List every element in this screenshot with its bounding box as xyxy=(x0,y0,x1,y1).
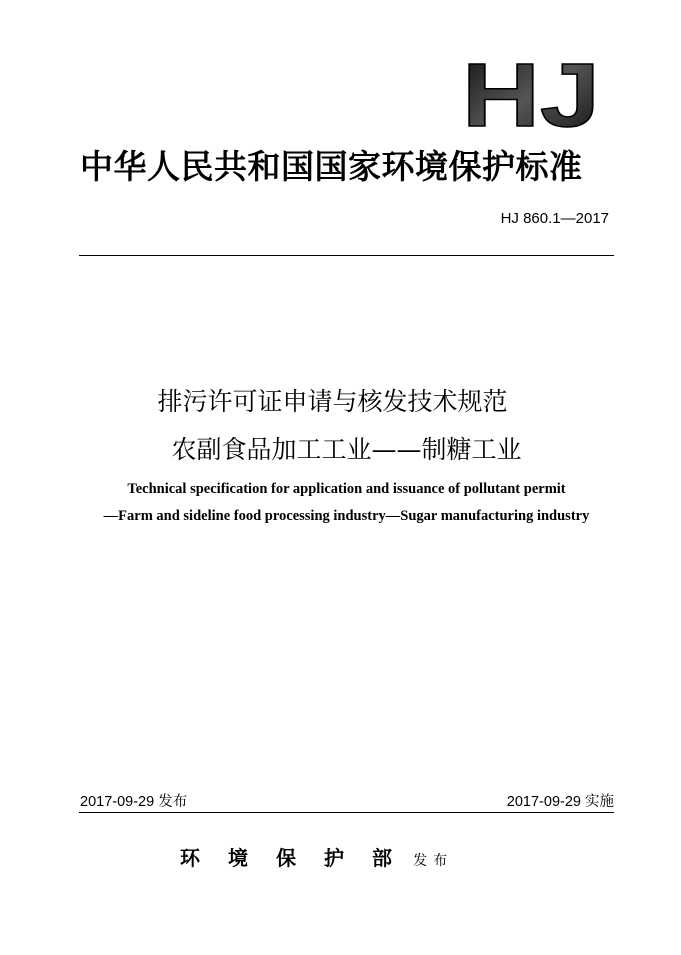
footer-divider xyxy=(79,812,614,813)
issuer-line xyxy=(180,842,453,871)
document-title-cn-line1: 排污许可证申请与核发技术规范 xyxy=(157,387,508,416)
standard-organization-title: 中华人民共和国国家环境保护标准 xyxy=(80,147,583,186)
standard-number: HJ 860.1—2017 xyxy=(500,210,609,227)
header-divider xyxy=(79,255,614,256)
issuer-name: 环境保护部 xyxy=(180,846,420,870)
issue-date: 2017-09-29 发布 xyxy=(80,794,188,810)
document-title-en-line1: Technical specification for application and issuance of pollutant permit xyxy=(127,481,566,497)
document-title-cn-line2: 农副食品加工工业——制糖工业 xyxy=(171,435,522,464)
issuer-action: 发布 xyxy=(413,853,454,869)
document-title-en-line2: —Farm and sideline food processing industry—Sugar manufacturing industry xyxy=(103,508,590,524)
hj-logo xyxy=(462,58,602,130)
effective-date: 2017-09-29 实施 xyxy=(506,794,614,810)
svg-text:HJ: HJ xyxy=(462,58,600,130)
hj-logo-icon xyxy=(462,58,602,130)
